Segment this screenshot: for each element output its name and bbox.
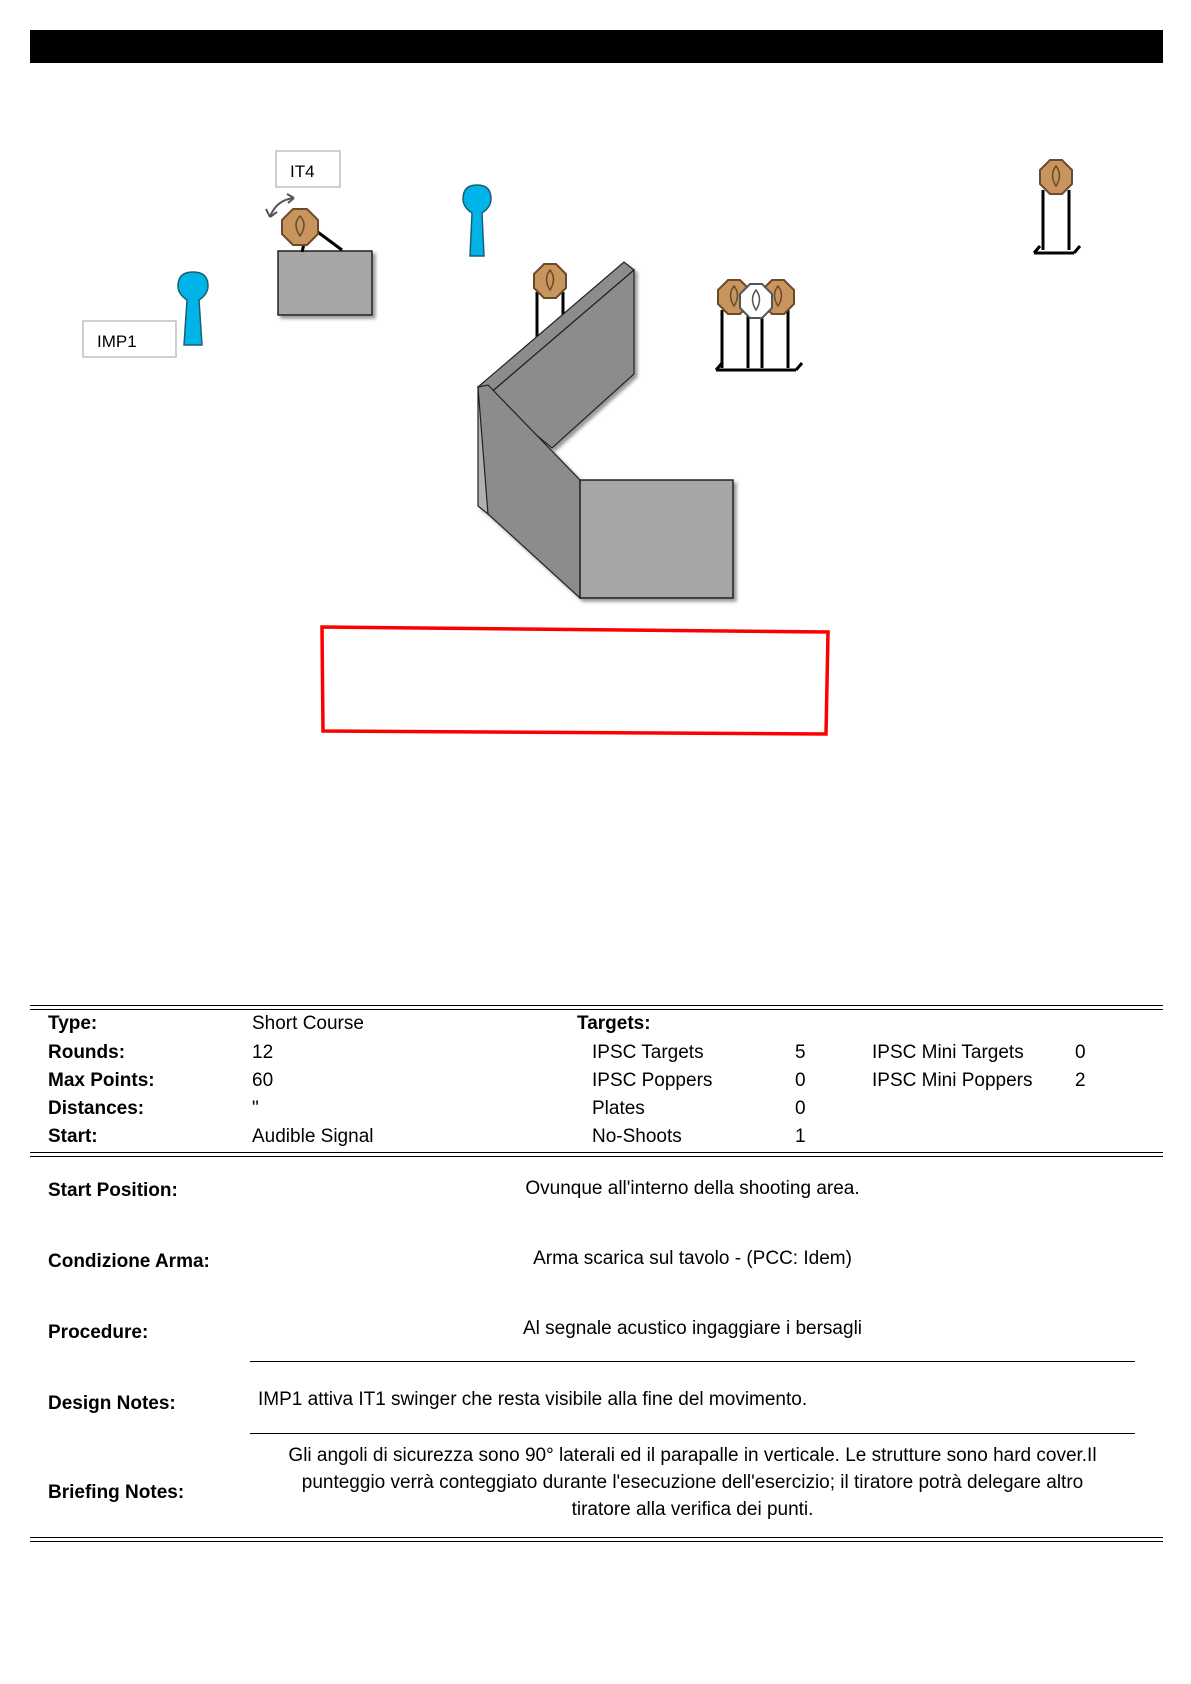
no-shoots-label: No-Shoots (592, 1126, 682, 1147)
mini-poppers-value: 2 (1075, 1070, 1086, 1091)
it4-label (276, 151, 340, 187)
briefing-notes-line-3: tiratore alla verifica dei punti. (571, 1499, 814, 1520)
mini-popper-2 (463, 185, 491, 256)
rounds-value: 12 (252, 1042, 274, 1063)
start-position-label: Start Position: (48, 1180, 178, 1201)
mini-targets-label: IPSC Mini Targets (872, 1042, 1024, 1063)
ipsc-targets-value: 5 (795, 1042, 806, 1063)
mini-poppers-label: IPSC Mini Poppers (872, 1070, 1033, 1091)
condizione-arma-value: Arma scarica sul tavolo - (PCC: Idem) (533, 1248, 852, 1269)
rounds-label: Rounds: (48, 1042, 126, 1063)
mini-targets-value: 0 (1075, 1042, 1086, 1063)
ipsc-poppers-value: 0 (795, 1070, 806, 1091)
no-shoot-target (740, 284, 772, 318)
wall-structure (478, 262, 733, 598)
max-points-value: 60 (252, 1070, 274, 1091)
no-shoots-value: 1 (795, 1126, 806, 1147)
design-notes-value: IMP1 attiva IT1 swinger che resta visibile alla fine del movimento. (258, 1389, 808, 1410)
plates-label: Plates (592, 1098, 645, 1119)
max-points-label: Max Points: (48, 1070, 155, 1091)
svg-text:IMP1: IMP1 (97, 332, 137, 351)
start-label: Start: (48, 1126, 98, 1147)
briefing-notes-line-2: punteggio verrà conteggiato durante l'esecuzione dell'esercizio; il tiratore potrà delegare altro (301, 1472, 1084, 1493)
swinger-target-it4 (266, 194, 342, 252)
targets-label: Targets: (577, 1013, 651, 1034)
ipsc-targets-label: IPSC Targets (592, 1042, 704, 1063)
start-value: Audible Signal (252, 1126, 374, 1147)
plates-value: 0 (795, 1098, 806, 1119)
table (278, 251, 372, 315)
procedure-label: Procedure: (48, 1322, 149, 1343)
target-group (716, 280, 802, 370)
start-position-value: Ovunque all'interno della shooting area. (525, 1178, 860, 1199)
shooting-area (322, 627, 828, 734)
distances-value: " (252, 1098, 259, 1119)
type-value: Short Course (252, 1013, 364, 1034)
briefing-notes-line-1: Gli angoli di sicurezza sono 90° laterali ed il parapalle in verticale. Le strutture sono hard cover.Il (288, 1445, 1097, 1466)
condizione-arma-label: Condizione Arma: (48, 1251, 210, 1272)
ipsc-target-right (1034, 160, 1080, 253)
ipsc-poppers-label: IPSC Poppers (592, 1070, 713, 1091)
distances-label: Distances: (48, 1098, 145, 1119)
procedure-value: Al segnale acustico ingaggiare i bersagli (522, 1318, 863, 1339)
mini-popper-imp1 (178, 272, 208, 345)
stage-diagram (0, 0, 1191, 780)
type-label: Type: (48, 1013, 98, 1034)
design-notes-label: Design Notes: (48, 1393, 176, 1414)
briefing-notes-label: Briefing Notes: (48, 1482, 185, 1503)
imp1-label (83, 321, 176, 357)
svg-text:IT4: IT4 (290, 162, 315, 181)
